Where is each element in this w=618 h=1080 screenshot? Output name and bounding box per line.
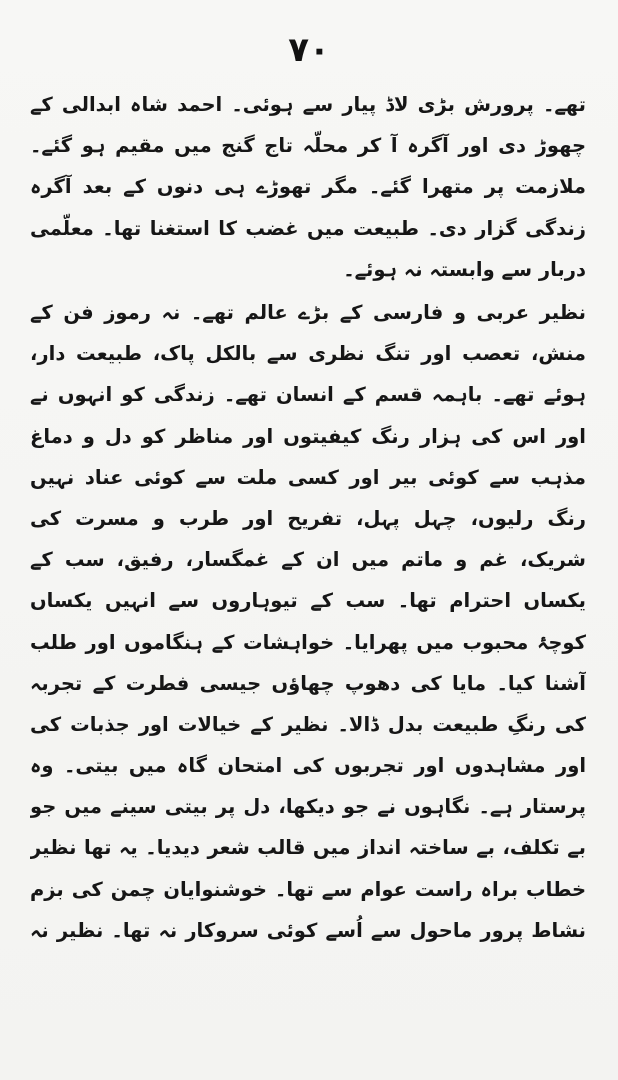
paragraph-2-line-14: بے تکلف، بے ساختہ انداز میں قالب شعر دیدیا۔ یہ تھا نظیر <box>30 836 586 860</box>
paragraph-2-line-8: یکساں احترام تھا۔ سب کے تیوہاروں سے انہیں یکساں <box>30 589 586 613</box>
paragraph-2-line-9: کوچۂ محبوب میں پھرایا۔ خواہشات کے ہنگاموں اور طلب <box>30 630 586 654</box>
paragraph-2-line-13: پرستار ہے۔ نگاہوں نے جو دیکھا، دل پر بیتی سینے میں جو <box>30 795 586 819</box>
paragraph-2-line-15: خطاب براہ راست عوام سے تھا۔ خوشنوایان چمن کی بزم <box>30 877 586 901</box>
paragraph-2-line-11: کی رنگِ طبیعت بدل ڈالا۔ نظیر کے خیالات اور جذبات کی <box>30 712 586 736</box>
paragraph-2-line-3: ہوئے تھے۔ باہمہ قسم کے انسان تھے۔ زندگی کو انہوں نے <box>30 383 586 407</box>
paragraph-2-line-7: شریک، غم و ماتم میں ان کے غمگسار، رفیق، سب کے <box>30 548 586 572</box>
paragraph-2 <box>30 292 586 951</box>
paragraph-1 <box>30 84 586 290</box>
paragraph-1-line-3: ملازمت پر متھرا گئے۔ مگر تھوڑے ہی دنوں کے بعد آگرہ <box>30 175 586 199</box>
paragraph-2-line-5: مذہب سے کوئی بیر اور کسی ملت سے کوئی عناد نہیں <box>30 465 586 489</box>
paragraph-2-line-2: منش، تعصب اور تنگ نظری سے بالکل پاک، طبیعت دار، <box>30 342 586 366</box>
paragraph-2-line-4: اور اس کی ہزار رنگ کیفیتوں اور مناظر کو دل و دماغ <box>30 424 586 448</box>
paragraph-1-line-4: زندگی گزار دی۔ طبیعت میں غضب کا استغنا تھا۔ معلّمی <box>30 216 586 240</box>
page-number: ۷۰ <box>288 30 330 70</box>
paragraph-1-line-1: تھے۔ پرورش بڑی لاڈ پیار سے ہوئی۔ احمد شاہ ابدالی کے <box>30 93 586 116</box>
paragraph-2-line-1: نظیر عربی و فارسی کے بڑے عالم تھے۔ نہ رموز فن کے <box>30 301 586 324</box>
paragraph-2-line-12: اور مشاہدوں اور تجربوں کی امتحان گاہ میں بیتی۔ وہ <box>30 754 586 778</box>
paragraph-2-line-6: رنگ رلیوں، چہل پہل، تفریح اور طرب و مسرت کی <box>30 506 586 530</box>
paragraph-1-line-5: دربار سے وابستہ نہ ہوئے۔ <box>343 257 586 281</box>
paragraph-1-line-2: چھوڑ دی اور آگرہ آ کر محلّہ تاج گنج میں مقیم ہو گئے۔ <box>30 134 586 158</box>
paragraph-2-line-10: آشنا کیا۔ مایا کی دھوپ چھاؤں جیسی فطرت کے تجربہ <box>30 671 586 695</box>
paragraph-2-line-16: نشاط پرور ماحول سے اُسے کوئی سروکار نہ تھا۔ نظیر نہ <box>30 918 586 942</box>
